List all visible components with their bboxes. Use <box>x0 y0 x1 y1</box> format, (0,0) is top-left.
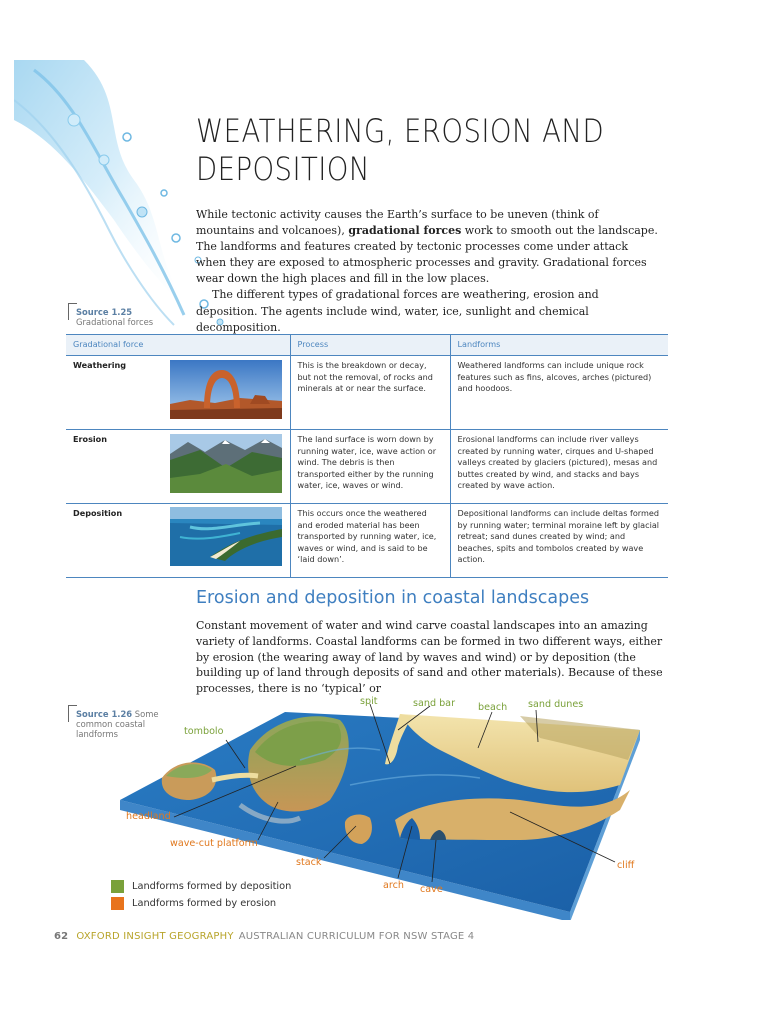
legend-item-erosion <box>111 895 291 912</box>
coastal-body-text <box>196 618 666 697</box>
intro-text <box>196 207 660 336</box>
label-sand-dunes: sand dunes <box>528 699 584 710</box>
caption-rule <box>68 303 77 320</box>
legend-item-deposition <box>111 878 291 895</box>
legend-swatch-deposition <box>111 880 124 893</box>
table-header-row <box>66 335 668 356</box>
page-footer <box>54 931 474 942</box>
label-cave: cave <box>420 884 443 895</box>
label-beach: beach <box>478 702 508 713</box>
gradational-forces-table <box>66 334 668 578</box>
landforms-cell: Depositional landforms can include deltas formed by running water; terminal moraine left by glacial retreat; sand dunes created by wind; and beaches, spits and tombolos created by wave action. <box>450 504 668 578</box>
coastal-paragraph: Constant movement of water and wind carve coastal landscapes into an amazing variety of landforms. Coastal landforms can be formed in two different ways, either by erosion (the wearing away of land by waves and wind) or by deposition (the building up of land through deposits of sand and other materials). Because of these processes, there is no ‘typical’ or <box>196 619 663 696</box>
source-number: Source 1.26 <box>76 709 133 719</box>
label-tombolo: tombolo <box>184 726 224 737</box>
force-cell: Weathering <box>66 356 290 430</box>
source-1-25-caption <box>76 307 186 327</box>
legend-swatch-erosion <box>111 897 124 910</box>
legend-label-erosion: Landforms formed by erosion <box>132 898 277 909</box>
label-headland: headland <box>126 811 171 822</box>
section-subheading: Erosion and deposition in coastal landscapes <box>196 588 590 608</box>
page-title <box>196 112 643 188</box>
legend-label-deposition: Landforms formed by deposition <box>132 881 292 892</box>
table-row <box>66 356 668 430</box>
label-spit: spit <box>360 696 378 707</box>
source-caption: Some common coastal landforms <box>76 709 159 739</box>
header-gradational-force: Gradational force <box>66 335 290 356</box>
key-term: gradational forces <box>348 224 462 238</box>
table-row <box>66 430 668 504</box>
landforms-cell: Erosional landforms can include river valleys created by running water, cirques and U-shaped valleys created by glaciers (pictured), mesas and buttes created by wind, and stacks and bays created by wave action. <box>450 430 668 504</box>
force-cell: Deposition <box>66 504 290 578</box>
label-stack: stack <box>296 857 322 868</box>
process-cell: The land surface is worn down by running water, ice, wave action or wind. The debris is then transported either by the running water, ice, waves or wind. <box>290 430 450 504</box>
label-wave-cut-platform: wave-cut platform <box>170 838 258 849</box>
footer-brand: OXFORD INSIGHT GEOGRAPHY <box>76 931 234 942</box>
intro-paragraph-1: While tectonic activity causes the Earth’s surface to be uneven (think of mountains and volcanoes), gradational forces work to smooth out the landscape. The landforms and features created by tectonic processes come under attack when they are exposed to atmospheric processes and gravity. Gradational forces wear down the high places and fill in the low places. <box>196 208 658 286</box>
label-arch: arch <box>383 880 404 891</box>
title-line-2: DEPOSITION <box>196 150 370 188</box>
label-sand-bar: sand bar <box>413 698 456 709</box>
footer-subtitle: AUSTRALIAN CURRICULUM FOR NSW STAGE 4 <box>238 931 475 942</box>
header-process: Process <box>290 335 450 356</box>
intro-paragraph-2: The different types of gradational forces are weathering, erosion and deposition. The agents include wind, water, ice, sunlight and chemical decomposition. <box>196 288 599 334</box>
caption-rule <box>68 705 77 722</box>
diagram-legend <box>111 878 291 912</box>
beach-photo <box>170 507 282 566</box>
table-row <box>66 504 668 578</box>
header-landforms: Landforms <box>450 335 668 356</box>
source-caption: Gradational forces <box>76 317 154 327</box>
title-line-1: WEATHERING, EROSION AND <box>196 112 605 150</box>
arch-photo <box>170 360 282 419</box>
process-cell: This occurs once the weathered and eroded material has been transported by running water, ice, waves or wind, and is said to be ‘laid down’. <box>290 504 450 578</box>
force-cell: Erosion <box>66 430 290 504</box>
valley-photo <box>170 434 282 493</box>
landforms-cell: Weathered landforms can include unique rock features such as fins, alcoves, arches (pictured) and hoodoos. <box>450 356 668 430</box>
source-number: Source 1.25 <box>76 307 133 317</box>
label-cliff: cliff <box>617 860 635 871</box>
page-number: 62 <box>54 931 69 942</box>
process-cell: This is the breakdown or decay, but not the removal, of rocks and minerals at or near the surface. <box>290 356 450 430</box>
